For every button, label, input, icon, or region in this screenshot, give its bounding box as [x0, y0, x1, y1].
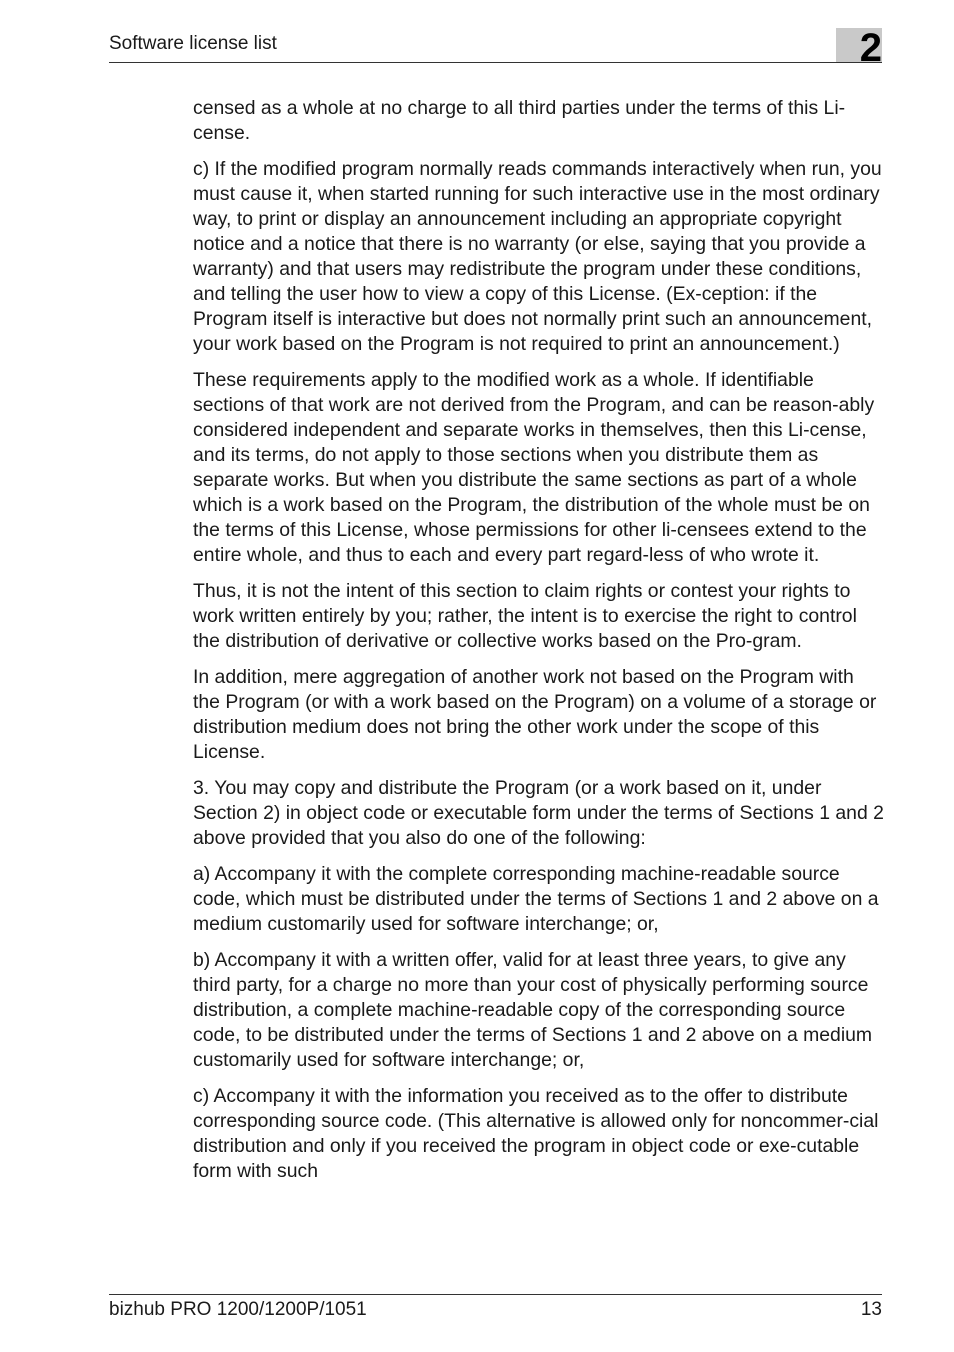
paragraph: Thus, it is not the intent of this section to claim rights or contest your rights to work written entirely by you; rather, the intent is to exercise the right to control the distribution of derivative or collective works based on the Pro-gram. [193, 580, 857, 652]
paragraph: c) Accompany it with the information you received as to the offer to distribute corresponding source code. (This alternative is allowed only for noncommer-cial distribution and only if you received the program in object code or exe-cutable form with such [193, 1085, 879, 1182]
header-divider [109, 62, 882, 63]
page-number: 13 [860, 1299, 882, 1320]
paragraph: These requirements apply to the modified work as a whole. If identifiable sections of that work are not derived from the Program, and can be reason-ably considered independent and separate works in themselves, then this Li-cense, and its terms, do not apply to those sections when you distribute them as separate works. But when you distribute the same sections as part of a whole which is a work based on the Program, the distribution of the whole must be on the terms of this License, whose permissions for other li-censees extend to the entire whole, and thus to each and every part regard-less of who wrote it. [193, 369, 875, 566]
footer-product-name: bizhub PRO 1200/1200P/1051 [109, 1299, 367, 1320]
footer-divider [109, 1294, 882, 1295]
paragraph: a) Accompany it with the complete corresponding machine-readable source code, which must be distributed under the terms of Sections 1 and 2 above on a medium customarily used for software interchange; or, [193, 863, 879, 935]
paragraph: b) Accompany it with a written offer, valid for at least three years, to give any third party, for a charge no more than your cost of physically performing source distribution, a complete machine-readable copy of the corresponding source code, to be distributed under the terms of Sections 1 and 2 above on a medium customarily used for software interchange; or, [193, 949, 873, 1071]
body-text [193, 96, 885, 1195]
paragraph: 3. You may copy and distribute the Program (or a work based on it, under Section 2) in object code or executable form under the terms of Sections 1 and 2 above provided that you also do one of the following: [193, 777, 884, 849]
paragraph: c) If the modified program normally reads commands interactively when run, you must cause it, when started running for such interactive use in the most ordinary way, to print or display an announcement including an appropriate copyright notice and a notice that there is no warranty (or else, saying that you provide a warranty) and that users may redistribute the program under these conditions, and telling the user how to view a copy of this License. (Ex-ception: if the Program itself is interactive but does not normally print such an announcement, your work based on the Program is not required to print an announcement.) [193, 158, 882, 355]
running-header-title: Software license list [109, 33, 277, 54]
chapter-number: 2 [859, 26, 882, 70]
paragraph: censed as a whole at no charge to all third parties under the terms of this Li-cense. [193, 97, 846, 144]
paragraph: In addition, mere aggregation of another work not based on the Program with the Program (or with a work based on the Program) on a volume of a storage or distribution medium does not bring the other work under the scope of this License. [193, 666, 877, 763]
